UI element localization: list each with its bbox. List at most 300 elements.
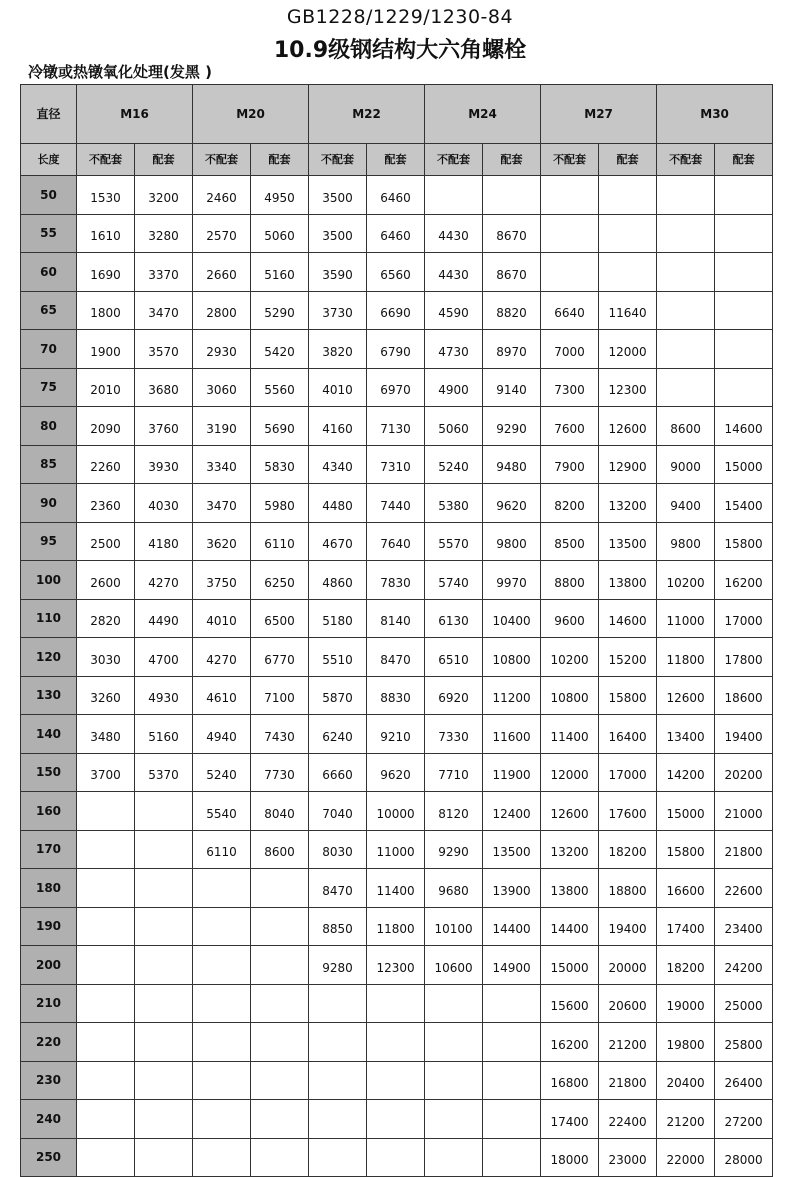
size-header-row: [21, 85, 773, 144]
table-row: [21, 1023, 773, 1062]
weight-cell: 21200: [599, 1023, 657, 1062]
weight-cell: 9680: [425, 869, 483, 908]
weight-cell: [135, 1023, 193, 1062]
table-row: [21, 1138, 773, 1177]
length-cell: 150: [21, 753, 77, 792]
table-row: [21, 1061, 773, 1100]
weight-cell: 7100: [251, 676, 309, 715]
weight-cell: 3260: [77, 676, 135, 715]
weight-cell: 3500: [309, 176, 367, 215]
weight-cell: 6110: [193, 830, 251, 869]
weight-cell: [483, 1100, 541, 1139]
length-cell: 230: [21, 1061, 77, 1100]
weight-cell: 1690: [77, 253, 135, 292]
weight-cell: [135, 869, 193, 908]
weight-cell: 18600: [715, 676, 773, 715]
weight-cell: 5420: [251, 330, 309, 369]
weight-cell: 2010: [77, 368, 135, 407]
length-cell: 130: [21, 676, 77, 715]
weight-cell: 3470: [135, 291, 193, 330]
weight-cell: 8120: [425, 792, 483, 831]
weight-cell: 3750: [193, 561, 251, 600]
size-header: M22: [309, 85, 425, 144]
length-cell: 140: [21, 715, 77, 754]
weight-cell: 28000: [715, 1138, 773, 1177]
weight-cell: 9620: [367, 753, 425, 792]
weight-cell: [135, 946, 193, 985]
weight-cell: 12600: [657, 676, 715, 715]
weight-cell: [715, 368, 773, 407]
weight-cell: 5060: [425, 407, 483, 446]
weight-cell: [77, 1138, 135, 1177]
weight-cell: 17000: [599, 753, 657, 792]
weight-cell: 4950: [251, 176, 309, 215]
table-row: [21, 638, 773, 677]
weight-cell: 10800: [541, 676, 599, 715]
weight-cell: [309, 1023, 367, 1062]
weight-cell: 2500: [77, 522, 135, 561]
diameter-label: 直径: [21, 85, 77, 144]
weight-cell: [483, 1138, 541, 1177]
weight-cell: [251, 1023, 309, 1062]
weight-cell: 9290: [425, 830, 483, 869]
weight-cell: 8470: [367, 638, 425, 677]
weight-cell: 7600: [541, 407, 599, 446]
weight-cell: 7730: [251, 753, 309, 792]
weight-cell: 7300: [541, 368, 599, 407]
weight-cell: 12600: [599, 407, 657, 446]
weight-cell: 6110: [251, 522, 309, 561]
weight-cell: 9970: [483, 561, 541, 600]
weight-cell: [193, 946, 251, 985]
weight-cell: 7900: [541, 445, 599, 484]
sub-col-header: 不配套: [77, 144, 135, 176]
size-header: M30: [657, 85, 773, 144]
weight-cell: [135, 907, 193, 946]
table-row: [21, 1100, 773, 1139]
weight-cell: 13200: [541, 830, 599, 869]
weight-cell: 9400: [657, 484, 715, 523]
weight-cell: 8600: [251, 830, 309, 869]
weight-cell: 10100: [425, 907, 483, 946]
weight-cell: [193, 1061, 251, 1100]
weight-cell: 9800: [483, 522, 541, 561]
weight-cell: [251, 1100, 309, 1139]
length-cell: 240: [21, 1100, 77, 1139]
weight-cell: 10200: [657, 561, 715, 600]
weight-cell: 8850: [309, 907, 367, 946]
weight-cell: 15800: [657, 830, 715, 869]
weight-cell: [77, 984, 135, 1023]
weight-cell: 3340: [193, 445, 251, 484]
weight-cell: 5560: [251, 368, 309, 407]
weight-cell: 1800: [77, 291, 135, 330]
table-row: [21, 484, 773, 523]
weight-cell: 3730: [309, 291, 367, 330]
weight-cell: 22400: [599, 1100, 657, 1139]
weight-cell: 4160: [309, 407, 367, 446]
weight-cell: [251, 1138, 309, 1177]
weight-cell: [715, 291, 773, 330]
weight-cell: 21000: [715, 792, 773, 831]
weight-cell: [367, 984, 425, 1023]
size-header: M16: [77, 85, 193, 144]
weight-cell: 10200: [541, 638, 599, 677]
size-header: M24: [425, 85, 541, 144]
table-row: [21, 984, 773, 1023]
table-row: [21, 176, 773, 215]
weight-cell: 6460: [367, 214, 425, 253]
weight-cell: 17600: [599, 792, 657, 831]
weight-cell: 12300: [367, 946, 425, 985]
weight-cell: 6250: [251, 561, 309, 600]
length-cell: 90: [21, 484, 77, 523]
sub-col-header: 配套: [483, 144, 541, 176]
table-row: [21, 522, 773, 561]
weight-cell: 27200: [715, 1100, 773, 1139]
weight-cell: 19800: [657, 1023, 715, 1062]
weight-cell: [425, 984, 483, 1023]
weight-cell: 11000: [367, 830, 425, 869]
weight-cell: [77, 1061, 135, 1100]
weight-cell: 8970: [483, 330, 541, 369]
weight-cell: 15400: [715, 484, 773, 523]
weight-cell: 13500: [599, 522, 657, 561]
weight-cell: [251, 869, 309, 908]
weight-cell: 9480: [483, 445, 541, 484]
weight-cell: 17400: [657, 907, 715, 946]
weight-cell: [657, 176, 715, 215]
table-row: [21, 214, 773, 253]
size-header: M27: [541, 85, 657, 144]
weight-cell: 3060: [193, 368, 251, 407]
weight-cell: [309, 1138, 367, 1177]
length-cell: 50: [21, 176, 77, 215]
weight-cell: [483, 1061, 541, 1100]
length-cell: 95: [21, 522, 77, 561]
weight-cell: 15200: [599, 638, 657, 677]
length-label: 长度: [21, 144, 77, 176]
table-row: [21, 291, 773, 330]
weight-cell: 5740: [425, 561, 483, 600]
weight-cell: [251, 984, 309, 1023]
weight-cell: 3480: [77, 715, 135, 754]
weight-cell: [425, 1023, 483, 1062]
weight-cell: 14600: [715, 407, 773, 446]
table-row: [21, 407, 773, 446]
table-row: [21, 715, 773, 754]
weight-cell: 13800: [599, 561, 657, 600]
weight-cell: [541, 214, 599, 253]
table-row: [21, 830, 773, 869]
weight-cell: [77, 792, 135, 831]
length-cell: 110: [21, 599, 77, 638]
weight-cell: [657, 368, 715, 407]
weight-cell: [425, 1061, 483, 1100]
weight-cell: 4490: [135, 599, 193, 638]
weight-cell: 4940: [193, 715, 251, 754]
weight-cell: 11600: [483, 715, 541, 754]
weight-cell: [135, 1100, 193, 1139]
weight-cell: [657, 291, 715, 330]
weight-cell: 7040: [309, 792, 367, 831]
weight-cell: [135, 1061, 193, 1100]
weight-cell: 3190: [193, 407, 251, 446]
weight-cell: 3680: [135, 368, 193, 407]
weight-cell: 15000: [657, 792, 715, 831]
weight-cell: 4270: [193, 638, 251, 677]
weight-cell: 19400: [715, 715, 773, 754]
weight-cell: [715, 176, 773, 215]
length-cell: 75: [21, 368, 77, 407]
weight-cell: 8600: [657, 407, 715, 446]
weight-cell: 21800: [715, 830, 773, 869]
weight-cell: 25000: [715, 984, 773, 1023]
weight-cell: 15800: [599, 676, 657, 715]
weight-cell: 9290: [483, 407, 541, 446]
weight-cell: 16200: [715, 561, 773, 600]
weight-cell: 8040: [251, 792, 309, 831]
sub-col-header: 不配套: [541, 144, 599, 176]
weight-cell: 4270: [135, 561, 193, 600]
weight-cell: 5060: [251, 214, 309, 253]
weight-cell: 6690: [367, 291, 425, 330]
weight-cell: 13900: [483, 869, 541, 908]
weight-cell: [309, 1061, 367, 1100]
weight-cell: [193, 907, 251, 946]
weight-cell: 1610: [77, 214, 135, 253]
weight-cell: 14200: [657, 753, 715, 792]
weight-cell: 22600: [715, 869, 773, 908]
weight-cell: 14400: [541, 907, 599, 946]
length-cell: 160: [21, 792, 77, 831]
weight-cell: [77, 946, 135, 985]
treatment-note: 冷镦或热镦氧化处理(发黑 ): [28, 63, 212, 81]
weight-cell: [541, 253, 599, 292]
weight-cell: 12000: [599, 330, 657, 369]
subheader-row: [21, 144, 773, 176]
weight-cell: 2260: [77, 445, 135, 484]
weight-cell: 6640: [541, 291, 599, 330]
weight-cell: 21800: [599, 1061, 657, 1100]
weight-cell: [77, 1023, 135, 1062]
weight-cell: 9000: [657, 445, 715, 484]
weight-cell: 4480: [309, 484, 367, 523]
weight-cell: 16600: [657, 869, 715, 908]
weight-cell: 9800: [657, 522, 715, 561]
weight-cell: 7440: [367, 484, 425, 523]
product-title: 10.9级钢结构大六角螺栓: [273, 38, 527, 63]
weight-cell: 7000: [541, 330, 599, 369]
weight-cell: 3620: [193, 522, 251, 561]
table-row: [21, 599, 773, 638]
weight-cell: 10600: [425, 946, 483, 985]
weight-cell: 7130: [367, 407, 425, 446]
weight-cell: 6970: [367, 368, 425, 407]
weight-cell: 2660: [193, 253, 251, 292]
length-cell: 200: [21, 946, 77, 985]
weight-cell: 2360: [77, 484, 135, 523]
weight-cell: 4430: [425, 214, 483, 253]
weight-cell: 18200: [599, 830, 657, 869]
weight-cell: 4590: [425, 291, 483, 330]
weight-cell: 5240: [193, 753, 251, 792]
weight-cell: 20600: [599, 984, 657, 1023]
weight-cell: 4030: [135, 484, 193, 523]
sub-col-header: 配套: [367, 144, 425, 176]
weight-cell: 3500: [309, 214, 367, 253]
weight-cell: [251, 1061, 309, 1100]
weight-cell: 3370: [135, 253, 193, 292]
weight-cell: 5870: [309, 676, 367, 715]
weight-cell: 3030: [77, 638, 135, 677]
weight-cell: 10400: [483, 599, 541, 638]
weight-cell: [135, 984, 193, 1023]
length-cell: 220: [21, 1023, 77, 1062]
table-body: [21, 176, 773, 1177]
weight-cell: 14400: [483, 907, 541, 946]
weight-cell: [541, 176, 599, 215]
table-row: [21, 907, 773, 946]
weight-cell: [599, 253, 657, 292]
weight-cell: [193, 869, 251, 908]
weight-cell: 9140: [483, 368, 541, 407]
weight-cell: 5160: [135, 715, 193, 754]
weight-cell: 7640: [367, 522, 425, 561]
weight-cell: 5240: [425, 445, 483, 484]
sub-col-header: 不配套: [309, 144, 367, 176]
weight-cell: 18000: [541, 1138, 599, 1177]
weight-cell: 5510: [309, 638, 367, 677]
weight-cell: 23000: [599, 1138, 657, 1177]
weight-cell: [193, 1023, 251, 1062]
weight-cell: 3280: [135, 214, 193, 253]
table-row: [21, 946, 773, 985]
weight-cell: 4930: [135, 676, 193, 715]
weight-cell: 3200: [135, 176, 193, 215]
weight-cell: 16800: [541, 1061, 599, 1100]
weight-cell: 8670: [483, 253, 541, 292]
weight-cell: [193, 1100, 251, 1139]
weight-cell: 5540: [193, 792, 251, 831]
weight-cell: 4010: [193, 599, 251, 638]
weight-cell: 6920: [425, 676, 483, 715]
table-row: [21, 253, 773, 292]
weight-cell: 20400: [657, 1061, 715, 1100]
weight-cell: 5570: [425, 522, 483, 561]
weight-cell: 2460: [193, 176, 251, 215]
weight-cell: [483, 176, 541, 215]
weight-cell: [483, 984, 541, 1023]
length-cell: 120: [21, 638, 77, 677]
standard-code: GB1228/1229/1230-84: [286, 6, 514, 28]
weight-cell: [657, 214, 715, 253]
weight-cell: 17000: [715, 599, 773, 638]
length-cell: 250: [21, 1138, 77, 1177]
weight-cell: 12300: [599, 368, 657, 407]
weight-cell: 4610: [193, 676, 251, 715]
weight-cell: 26400: [715, 1061, 773, 1100]
weight-cell: 4010: [309, 368, 367, 407]
weight-cell: 7430: [251, 715, 309, 754]
size-header: M20: [193, 85, 309, 144]
length-cell: 190: [21, 907, 77, 946]
weight-cell: 4670: [309, 522, 367, 561]
sub-col-header: 配套: [135, 144, 193, 176]
weight-cell: [251, 946, 309, 985]
weight-cell: [425, 1138, 483, 1177]
weight-cell: 20000: [599, 946, 657, 985]
weight-cell: 7710: [425, 753, 483, 792]
length-cell: 180: [21, 869, 77, 908]
weight-cell: 4430: [425, 253, 483, 292]
weight-cell: 12900: [599, 445, 657, 484]
table-row: [21, 561, 773, 600]
weight-cell: 6130: [425, 599, 483, 638]
weight-cell: 3570: [135, 330, 193, 369]
weight-cell: [715, 214, 773, 253]
weight-cell: 14600: [599, 599, 657, 638]
weight-cell: 10000: [367, 792, 425, 831]
weight-cell: [715, 253, 773, 292]
weight-cell: 8800: [541, 561, 599, 600]
weight-cell: [135, 1138, 193, 1177]
weight-cell: 9280: [309, 946, 367, 985]
weight-cell: 6460: [367, 176, 425, 215]
weight-cell: [367, 1023, 425, 1062]
weight-cell: 6660: [309, 753, 367, 792]
weight-cell: [425, 176, 483, 215]
weight-cell: 2090: [77, 407, 135, 446]
weight-cell: 8470: [309, 869, 367, 908]
length-cell: 170: [21, 830, 77, 869]
weight-cell: 5160: [251, 253, 309, 292]
weight-cell: [77, 1100, 135, 1139]
length-cell: 100: [21, 561, 77, 600]
weight-cell: 6560: [367, 253, 425, 292]
weight-cell: 7330: [425, 715, 483, 754]
weight-cell: [251, 907, 309, 946]
weight-cell: 3930: [135, 445, 193, 484]
weight-cell: [657, 330, 715, 369]
weight-cell: 12600: [541, 792, 599, 831]
weight-cell: 4730: [425, 330, 483, 369]
weight-cell: [135, 830, 193, 869]
length-cell: 70: [21, 330, 77, 369]
weight-cell: 22000: [657, 1138, 715, 1177]
weight-cell: 13400: [657, 715, 715, 754]
weight-cell: 1530: [77, 176, 135, 215]
weight-cell: 16400: [599, 715, 657, 754]
weight-cell: 9600: [541, 599, 599, 638]
weight-cell: [77, 907, 135, 946]
weight-cell: 23400: [715, 907, 773, 946]
table-row: [21, 869, 773, 908]
weight-cell: 2570: [193, 214, 251, 253]
weight-cell: [599, 214, 657, 253]
sub-col-header: 配套: [599, 144, 657, 176]
weight-cell: 15800: [715, 522, 773, 561]
weight-cell: 3590: [309, 253, 367, 292]
weight-cell: 5290: [251, 291, 309, 330]
weight-cell: [309, 984, 367, 1023]
weight-cell: 6790: [367, 330, 425, 369]
table-row: [21, 753, 773, 792]
weight-cell: 19400: [599, 907, 657, 946]
weight-cell: 12000: [541, 753, 599, 792]
weight-cell: 11900: [483, 753, 541, 792]
table-row: [21, 330, 773, 369]
